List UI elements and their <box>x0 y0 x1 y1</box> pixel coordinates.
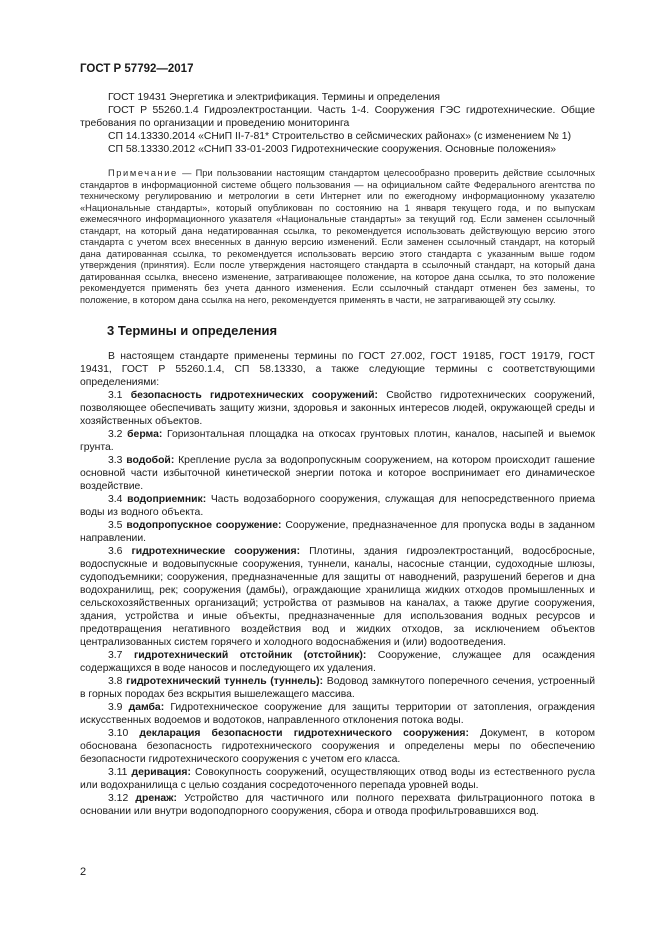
term-name: водобой: <box>126 455 175 466</box>
term-definition: Гидротехническое сооружение для защиты территории от затопления, ограждения искусственных водоемов и водотоков, направленного отклонения потока воды. <box>80 702 596 726</box>
term-entry: 3.3 водобой: Крепление русла за водопропускным сооружением, на котором происходит гашение основной части избыточной кинетической энергии потока и которое воспринимает его динамическое воздействие. <box>80 455 596 492</box>
term-entry: 3.12 дренаж: Устройство для частичного или полного перехвата фильтрационного потока в основании или внутри водоподпорного сооружения, сбора и отвода профильтровавшихся вод. <box>80 793 596 817</box>
term-definition: Устройство для частичного или полного перехвата фильтрационного потока в основании или внутри водоподпорного сооружения, сбора и отвода профильтровавшихся вод. <box>80 793 596 817</box>
page-number: 2 <box>80 866 87 878</box>
term-name: берма: <box>127 429 163 440</box>
reference-item: ГОСТ Р 55260.1.4 Гидроэлектростанции. Часть 1-4. Сооружения ГЭС гидротехнические. Общие требования по организации и проведению мониторинга <box>80 105 595 129</box>
term-name: безопасность гидротехнических сооружений: <box>130 390 379 401</box>
term-entry: 3.9 дамба: Гидротехническое сооружение для защиты территории от затопления, ограждения искусственных водоемов и водотоков, направленного отклонения потока воды. <box>80 702 596 726</box>
term-definition: Свойство гидротехнических сооружений, позволяющее обеспечивать защиту жизни, здоровья и законных интересов людей, окружающей среды и хозяйственных объектов. <box>80 390 595 427</box>
term-definition: Водовод замкнутого поперечного сечения, устроенный в горных породах без вскрытия вышележащего массива. <box>80 676 595 700</box>
reference-list <box>80 91 595 156</box>
section-intro: В настоящем стандарте применены термины по ГОСТ 27.002, ГОСТ 19185, ГОСТ 19179, ГОСТ 19431, ГОСТ Р 55260.1.4, СП 58.13330, а также следующие термины с соответствующими определениями: <box>80 351 595 388</box>
note-label: Примечание <box>108 168 178 178</box>
reference-item: ГОСТ 19431 Энергетика и электрификация. Термины и определения <box>108 92 441 103</box>
term-definition: Документ, в котором обоснована безопасность гидротехнического сооружения и определены меры по обеспечению безопасности гидротехнического сооружения с учетом его класса. <box>80 728 596 765</box>
term-entry: 3.6 гидротехнические сооружения: Плотины, здания гидроэлектростанций, водосбросные, водоспускные и водовыпускные сооружения, туннели, каналы, насосные станции, судоходные шлюзы, судоподъемники; сооружения, предназначенные для защиты от наводнений, разрушений берегов и дна водохранилищ, рек; сооружения (дамбы), ограждающие хранилища жидких отходов промышленных и сельскохозяйственных организаций; устройства от размывов на каналах, а также другие сооружения, здания, устройства и иные объекты, предназначенные для использования водных ресурсов и предотвращения негативного воздействия вод и жидких отходов, за исключением объектов централизованных систем горячего и холодного водоснабжения и (или) водоотведения. <box>80 546 595 648</box>
section-body <box>80 350 595 818</box>
term-name: гидротехнические сооружения: <box>131 546 301 557</box>
document-header: ГОСТ Р 57792—2017 <box>80 63 194 75</box>
term-entry: 3.10 декларация безопасности гидротехнического сооружения: Документ, в котором обоснована безопасность гидротехнического сооружения и определены меры по обеспечению безопасности гидротехнического сооружения с учетом его класса. <box>80 728 596 765</box>
term-name: гидротехнический туннель (туннель): <box>126 676 324 687</box>
term-name: дамба: <box>128 702 165 713</box>
term-name: деривация: <box>131 767 191 778</box>
term-name: дренаж: <box>135 793 178 804</box>
term-definition: Сооружение, предназначенное для пропуска воды в заданном направлении. <box>80 520 596 544</box>
term-entry: 3.11 деривация: Совокупность сооружений, осуществляющих отвод воды из естественного русла или водохранилища с целью создания сосредоточенного перепада уровней воды. <box>80 767 595 791</box>
note-block <box>80 168 595 306</box>
reference-item: СП 14.13330.2014 «СНиП II-7-81* Строительство в сейсмических районах» (с изменением № 1) <box>108 131 572 142</box>
term-name: водоприемник: <box>127 494 207 505</box>
term-name: водопропускное сооружение: <box>126 520 282 531</box>
term-entry: 3.4 водоприемник: Часть водозаборного сооружения, служащая для непосредственного приема воды из водного объекта. <box>80 494 596 518</box>
term-entry: 3.2 берма: Горизонтальная площадка на откосах грунтовых плотин, каналов, насыпей и выемок грунта. <box>80 429 595 453</box>
term-definition: Сооружение, служащее для осаждения содержащихся в воде наносов и последующего их удаления. <box>80 650 596 674</box>
term-definition: Горизонтальная площадка на откосах грунтовых плотин, каналов, насыпей и выемок грунта. <box>80 429 595 453</box>
section-title: 3 Термины и определения <box>107 323 278 338</box>
term-definition: Совокупность сооружений, осуществляющих отвод воды из естественного русла или водохранилища с целью создания сосредоточенного перепада уровней воды. <box>80 767 595 791</box>
term-name: декларация безопасности гидротехнического сооружения: <box>139 728 469 739</box>
term-entry: 3.7 гидротехнический отстойник (отстойник): Сооружение, служащее для осаждения содержащихся в воде наносов и последующего их удаления. <box>80 650 596 674</box>
reference-item: СП 58.13330.2012 «СНиП 33-01-2003 Гидротехнические сооружения. Основные положения» <box>108 144 557 155</box>
note-text: — При пользовании настоящим стандартом целесообразно проверить действие ссылочных стандартов в информационной системе общего пользования — на официальном сайте Федерального агентства по техническому регулированию и метрологии в сети Интернет или по ежегодному информационному указателю «Национальные стандарты», который опубликован по состоянию на 1 января текущего года, и по выпускам ежемесячного информационного указателя «Национальные стандарты» за текущий год. Если заменен ссылочный стандарт, на который дана недатированная ссылка, то рекомендуется использовать действующую версию этого стандарта с учетом всех внесенных в данную версию изменений. Если заменен ссылочный стандарт, на который дана датированная ссылка, то рекомендуется использовать версию этого стандарта с указанным выше годом утверждения (принятия). Если после утверждения настоящего стандарта в ссылочный стандарт, на который дана датированная ссылка, внесено изменение, затрагивающее положение, на которое дана ссылка, то это положение рекомендуется применять без учета данного изменения. Если ссылочный стандарт отменен без замены, то положение, в котором дана ссылка на него, рекомендуется применять в части, не затрагивающей эту ссылку. <box>80 168 595 305</box>
term-entry: 3.8 гидротехнический туннель (туннель): Водовод замкнутого поперечного сечения, устроенный в горных породах без вскрытия вышележащего массива. <box>80 676 595 700</box>
term-definition: Крепление русла за водопропускным сооружением, на котором происходит гашение основной части избыточной кинетической энергии потока и которое воспринимает его динамическое воздействие. <box>80 455 596 492</box>
term-name: гидротехнический отстойник (отстойник): <box>133 650 367 661</box>
term-definition: Плотины, здания гидроэлектростанций, водосбросные, водоспускные и водовыпускные сооружения, туннели, каналы, насосные станции, судоходные шлюзы, судоподъемники; сооружения, предназначенные для защиты от наводнений, разрушений берегов и дна водохранилищ, рек; сооружения (дамбы), ограждающие хранилища жидких отходов промышленных и сельскохозяйственных организаций; устройства от размывов на каналах, а также другие сооружения, здания, устройства и иные объекты, предназначенные для использования водных ресурсов и предотвращения негативного воздействия вод и жидких отходов, за исключением объектов централизованных систем горячего и холодного водоснабжения и (или) водоотведения. <box>80 546 595 648</box>
term-definition: Часть водозаборного сооружения, служащая для непосредственного приема воды из водного объекта. <box>80 494 596 518</box>
term-entry: 3.5 водопропускное сооружение: Сооружение, предназначенное для пропуска воды в заданном направлении. <box>80 520 596 544</box>
term-entry: 3.1 безопасность гидротехнических сооружений: Свойство гидротехнических сооружений, позволяющее обеспечивать защиту жизни, здоровья и законных интересов людей, окружающей среды и хозяйственных объектов. <box>80 390 595 427</box>
